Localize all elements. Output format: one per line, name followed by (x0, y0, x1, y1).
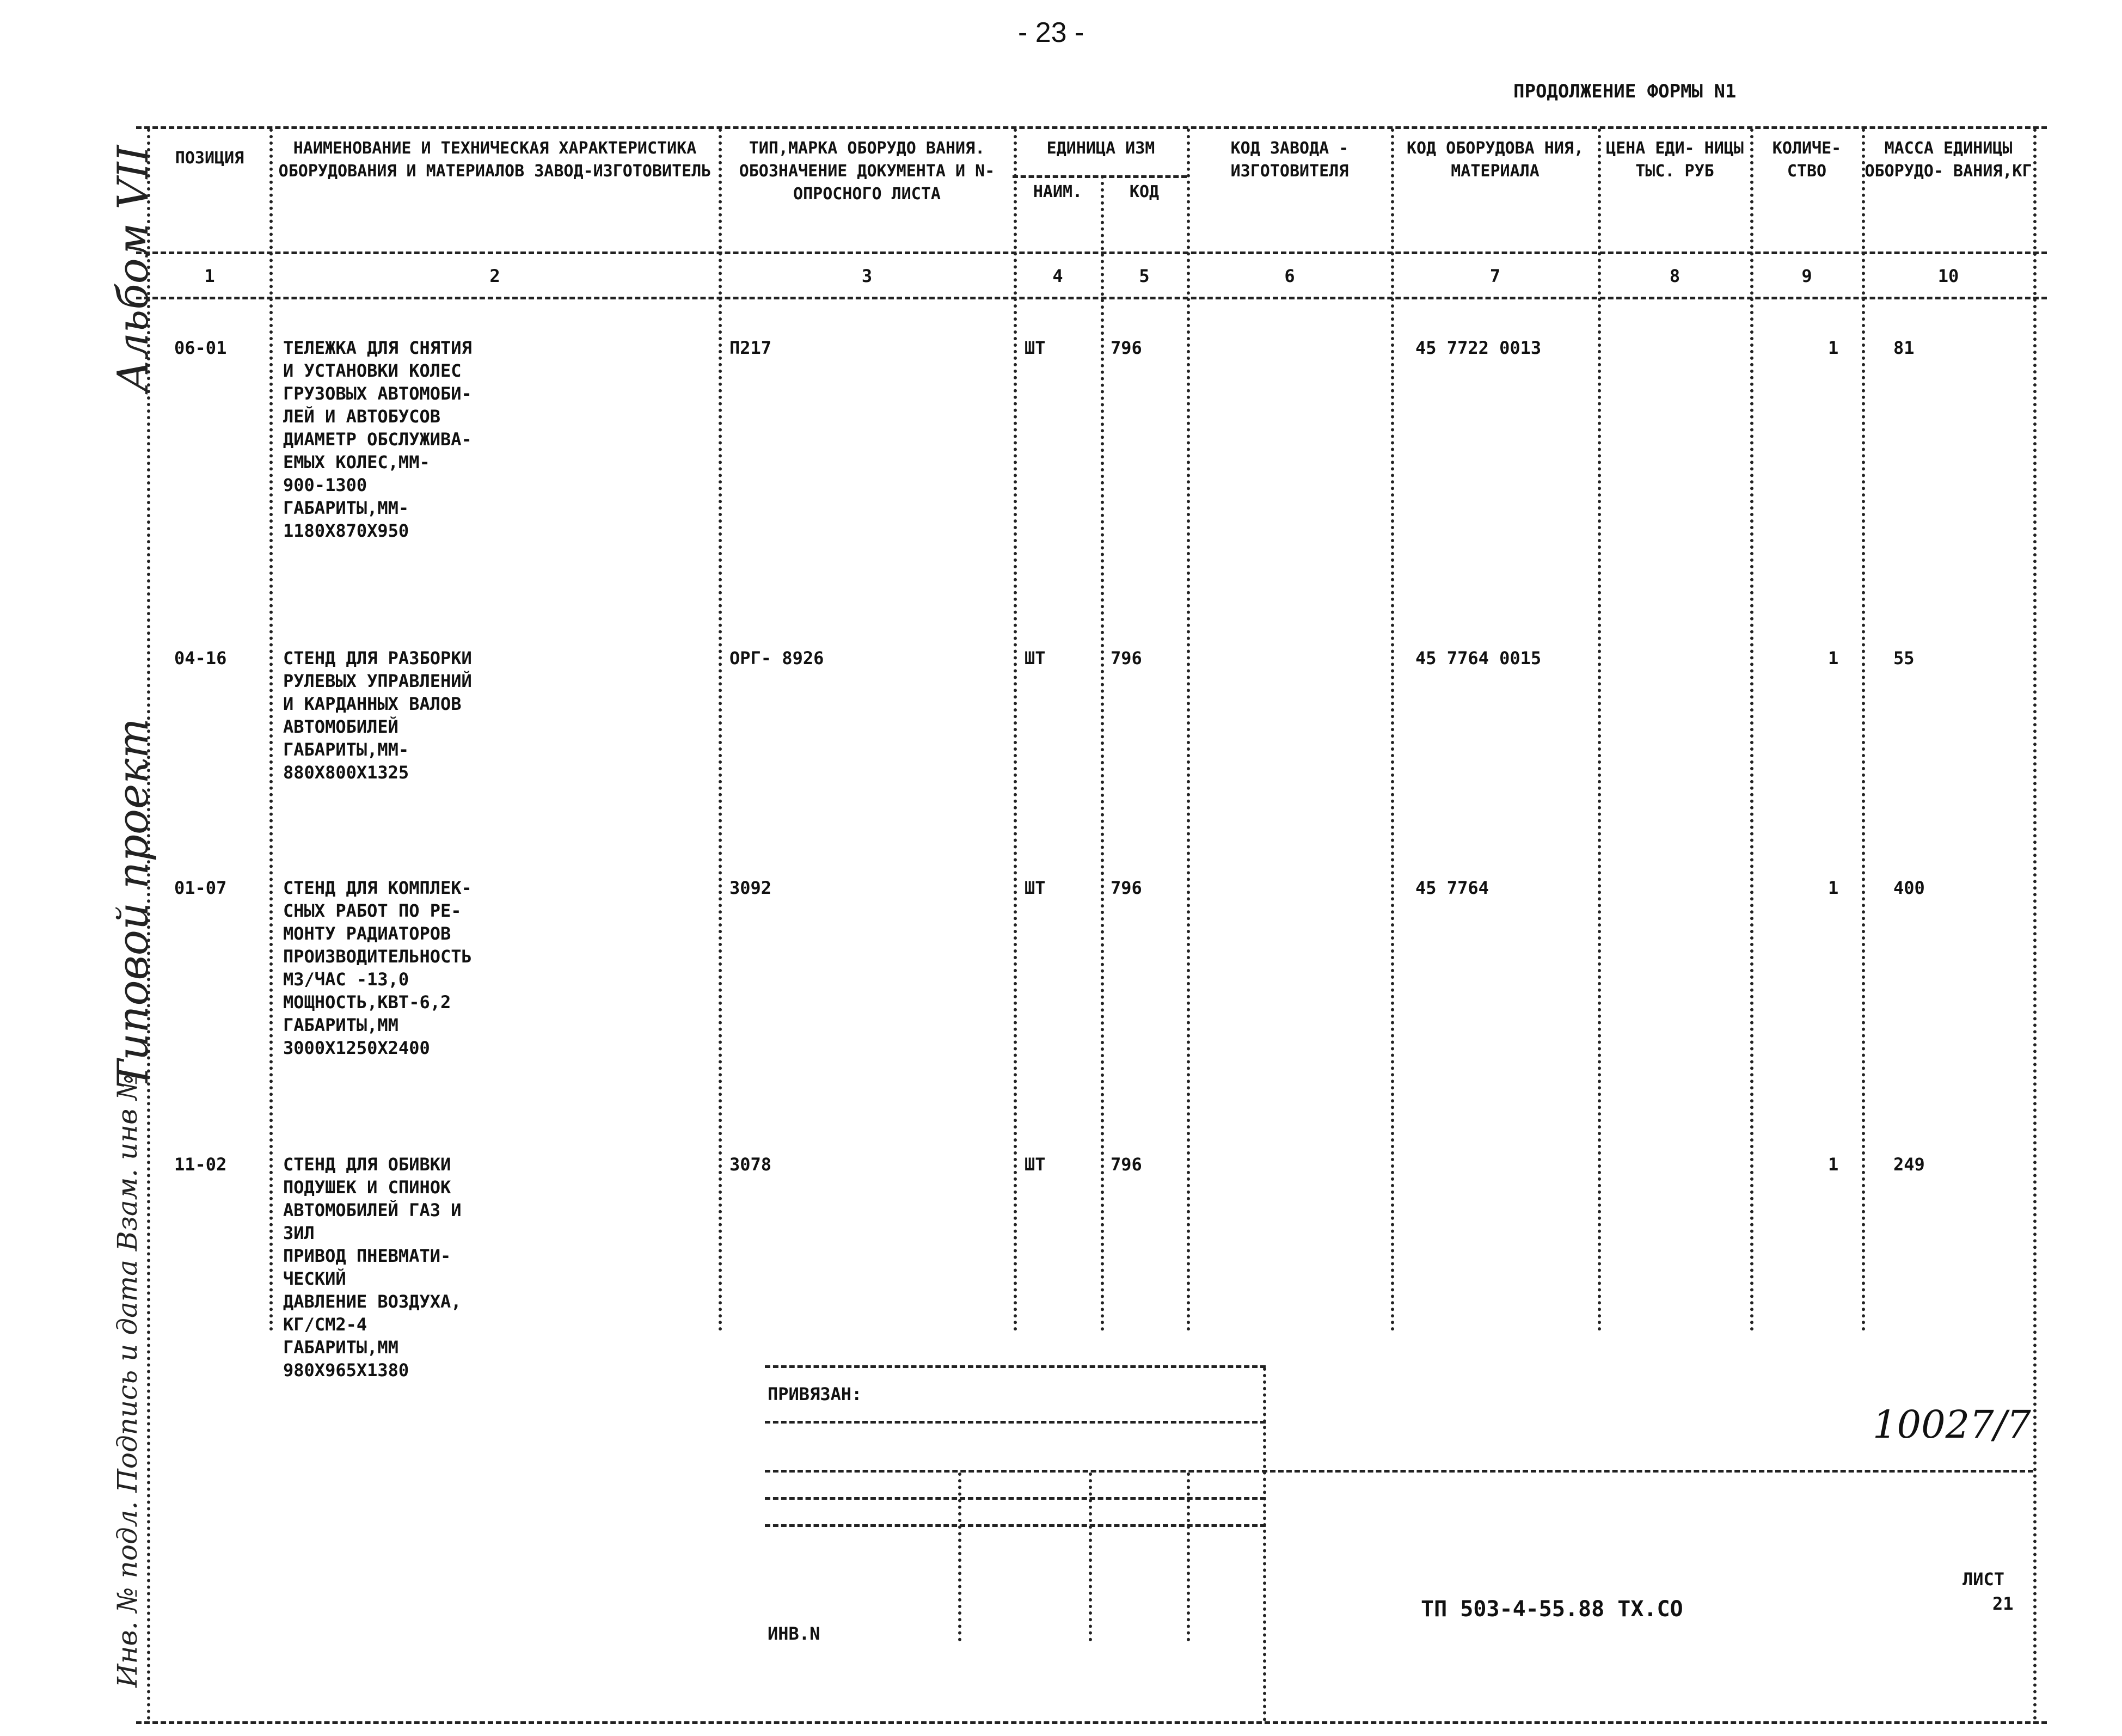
row-quantity: 1 (1828, 1154, 1839, 1175)
header-factory-code: КОД ЗАВОДА - ИЗГОТОВИТЕЛЯ (1230, 139, 1349, 181)
row-name: СТЕНД ДЛЯ КОМПЛЕК- СНЫХ РАБОТ ПО РЕ- МОНТУ РАДИАТОРОВ ПРОИЗВОДИТЕЛЬНОСТЬ М3/ЧАС -13,0 МОЩНОСТЬ,КВТ-6,2 ГАБАРИТЫ,ММ 3000X1250X2400 (283, 878, 472, 1058)
stamp-linked-label: ПРИВЯЗАН: (768, 1384, 862, 1404)
header-unit-name: НАИМ. (1033, 182, 1083, 201)
row-type: 3092 (729, 878, 772, 898)
stamp-sheet-number: 21 (1992, 1593, 2014, 1614)
row-mass: 55 (1893, 648, 1915, 668)
stamp-sep (1089, 1473, 1092, 1641)
col-sep (1598, 128, 1601, 1332)
stamp-line (765, 1524, 1266, 1527)
column-numbers-border (136, 297, 2047, 299)
col-sep (2033, 128, 2037, 1721)
row-unit-code: 796 (1111, 648, 1142, 668)
stamp-line (765, 1421, 1266, 1424)
continuation-label: ПРОДОЛЖЕНИЕ ФОРМЫ N1 (1513, 81, 1737, 102)
header-price: ЦЕНА ЕДИ- НИЦЫ ТЫС. РУБ (1606, 139, 1744, 181)
stamp-sep (958, 1473, 961, 1641)
row-position: 06-01 (174, 338, 227, 358)
side-label-project: Типовой проект (109, 718, 158, 1089)
col-num-1: 1 (204, 266, 215, 286)
header-unit-code: КОД (1129, 182, 1160, 201)
row-name: СТЕНД ДЛЯ РАЗБОРКИ РУЛЕВЫХ УПРАВЛЕНИЙ И КАРДАННЫХ ВАЛОВ АВТОМОБИЛЕЙ ГАБАРИТЫ,ММ- 880X800X1325 (283, 648, 472, 783)
row-unit: ШТ (1025, 878, 1046, 898)
col-sep (1391, 128, 1394, 1332)
row-unit: ШТ (1025, 1154, 1046, 1175)
row-position: 11-02 (174, 1154, 227, 1175)
col-num-9: 9 (1801, 266, 1812, 286)
col-sep (1750, 128, 1753, 1332)
col-num-6: 6 (1284, 266, 1295, 286)
row-unit-code: 796 (1111, 1154, 1142, 1175)
stamp-line (765, 1365, 1266, 1368)
col-num-10: 10 (1937, 266, 1959, 286)
col-num-2: 2 (489, 266, 500, 286)
header-type: ТИП,МАРКА ОБОРУДО ВАНИЯ. ОБОЗНАЧЕНИЕ ДОКУМЕНТА И N-ОПРОСНОГО ЛИСТА (739, 139, 995, 204)
col-num-7: 7 (1489, 266, 1501, 286)
header-position: ПОЗИЦИЯ (175, 149, 244, 168)
row-name: СТЕНД ДЛЯ ОБИВКИ ПОДУШЕК И СПИНОК АВТОМОБИЛЕЙ ГАЗ И ЗИЛ ПРИВОД ПНЕВМАТИ- ЧЕСКИЙ ДАВЛЕНИЕ ВОЗДУХА, КГ/СМ2-4 ГАБАРИТЫ,ММ 980X965X1380 (283, 1154, 462, 1381)
col-num-4: 4 (1052, 266, 1063, 286)
row-unit-code: 796 (1111, 338, 1142, 358)
row-unit: ШТ (1025, 338, 1046, 358)
header-name: НАИМЕНОВАНИЕ И ТЕХНИЧЕСКАЯ ХАРАКТЕРИСТИКА ОБОРУДОВАНИЯ И МАТЕРИАЛОВ ЗАВОД-ИЗГОТОВИТЕЛЬ (278, 139, 712, 181)
row-mass: 81 (1893, 338, 1915, 358)
header-equipment-code: КОД ОБОРУДОВА НИЯ, МАТЕРИАЛА (1406, 139, 1584, 181)
col-sep (1187, 128, 1190, 1332)
col-sep (719, 128, 722, 1332)
row-type: ОРГ- 8926 (729, 648, 824, 668)
row-equipment-code: 45 7764 0015 (1415, 648, 1542, 668)
row-name: ТЕЛЕЖКА ДЛЯ СНЯТИЯ И УСТАНОВКИ КОЛЕС ГРУЗОВЫХ АВТОМОБИ- ЛЕЙ И АВТОБУСОВ ДИАМЕТР ОБСЛУЖИВА- ЕМЫХ КОЛЕС,ММ- 900-1300 ГАБАРИТЫ,ММ- 1180X870X950 (283, 338, 472, 541)
row-mass: 249 (1893, 1154, 1925, 1175)
header-unit-group: ЕДИНИЦА ИЗМ (1046, 139, 1155, 158)
row-unit-code: 796 (1111, 878, 1142, 898)
unit-subheader-line (1013, 175, 1187, 178)
page-number: - 23 - (1018, 17, 1084, 48)
col-sep (1101, 175, 1104, 1332)
stamp-line (765, 1497, 1266, 1500)
row-mass: 400 (1893, 878, 1925, 898)
row-unit: ШТ (1025, 648, 1046, 668)
stamp-line (765, 1470, 2033, 1473)
row-type: П217 (729, 338, 772, 358)
col-num-3: 3 (861, 266, 873, 286)
table-top-border (136, 126, 2047, 129)
stamp-sheet-label: ЛИСТ (1962, 1569, 2005, 1590)
col-sep (147, 128, 150, 1721)
col-sep (269, 128, 273, 1332)
stamp-sep (1187, 1473, 1190, 1641)
col-num-8: 8 (1669, 266, 1681, 286)
table-bottom-border (136, 1721, 2047, 1724)
row-position: 04-16 (174, 648, 227, 668)
header-bottom-border (136, 251, 2047, 254)
row-quantity: 1 (1828, 648, 1839, 668)
row-position: 01-07 (174, 878, 227, 898)
header-mass: МАССА ЕДИНИЦЫ ОБОРУДО- ВАНИЯ,КГ (1865, 139, 2032, 181)
header-quantity: КОЛИЧЕ- СТВО (1772, 139, 1842, 181)
row-equipment-code: 45 7722 0013 (1415, 338, 1542, 358)
col-sep (1862, 128, 1865, 1332)
stamp-handwritten-number: 10027/7 (1873, 1402, 2031, 1447)
stamp-inv-label: ИНВ.N (768, 1623, 820, 1644)
side-label-album: Альбом VII (109, 145, 158, 392)
col-num-5: 5 (1139, 266, 1150, 286)
row-quantity: 1 (1828, 338, 1839, 358)
row-quantity: 1 (1828, 878, 1839, 898)
row-equipment-code: 45 7764 (1415, 878, 1489, 898)
row-type: 3078 (729, 1154, 772, 1175)
side-label-stamp: Инв. № подл. Подпись и дата Взам. инв № (112, 1074, 143, 1688)
stamp-doc-code: ТП 503-4-55.88 ТХ.СО (1421, 1597, 1683, 1622)
col-sep (1014, 128, 1017, 1332)
